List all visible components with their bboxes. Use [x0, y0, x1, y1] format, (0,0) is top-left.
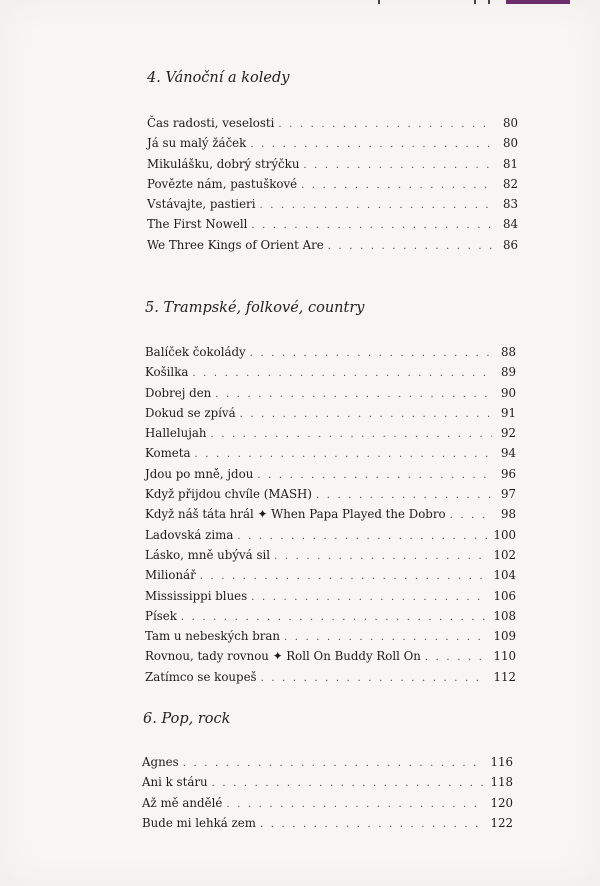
toc-list	[142, 752, 513, 833]
entry-page: 122	[490, 815, 513, 830]
entry-title: Hallelujah	[145, 426, 207, 441]
entry-page: 91	[500, 405, 516, 420]
toc-entry[interactable]	[145, 383, 516, 403]
toc-entry[interactable]	[145, 403, 516, 423]
page-edge-mark	[378, 0, 380, 4]
entry-page: 81	[502, 156, 518, 171]
leader-dots	[303, 156, 494, 176]
entry-page: 98	[500, 507, 516, 522]
entry-title: Dobrej den	[145, 385, 212, 400]
leader-dots	[200, 567, 488, 587]
leader-dots	[211, 425, 492, 445]
toc-entry[interactable]	[145, 586, 516, 606]
entry-title: Až mě andělé	[142, 795, 223, 810]
toc-entry[interactable]	[145, 504, 516, 524]
section-title: 4. Vánoční a koledy	[147, 70, 290, 86]
toc-entry[interactable]	[145, 525, 516, 545]
leader-dots	[259, 196, 494, 216]
entry-title: Já su malý žáček	[147, 136, 247, 151]
toc-entry[interactable]	[145, 464, 516, 484]
toc-entry[interactable]	[145, 545, 516, 565]
section-title: 5. Trampské, folkové, country	[145, 300, 365, 316]
entry-title: Zatímco se koupeš	[145, 669, 257, 684]
toc-entry[interactable]	[145, 626, 516, 646]
entry-title: Jdou po mně, jdou	[145, 466, 254, 481]
leader-dots	[278, 115, 494, 135]
entry-title: Tam u nebeských bran	[145, 629, 281, 644]
entry-title: Mississippi blues	[145, 588, 248, 603]
toc-entry[interactable]	[145, 646, 516, 666]
toc-entry[interactable]	[147, 154, 518, 174]
toc-entry[interactable]	[145, 565, 516, 585]
toc-entry[interactable]	[147, 235, 518, 255]
leader-dots	[328, 237, 494, 257]
entry-page: 84	[502, 217, 518, 232]
leader-dots	[251, 588, 487, 608]
leader-dots	[257, 466, 492, 486]
toc-entry[interactable]	[142, 813, 513, 833]
entry-title: Milionář	[145, 568, 196, 583]
entry-page: 110	[493, 649, 516, 664]
entry-page: 97	[500, 487, 516, 502]
leader-dots	[251, 216, 494, 236]
leader-dots	[250, 135, 494, 155]
toc-list	[145, 342, 516, 687]
leader-dots	[215, 385, 492, 405]
entry-page: 94	[500, 446, 516, 461]
toc-list	[147, 113, 518, 255]
leader-dots	[237, 527, 487, 547]
entry-page: 92	[500, 426, 516, 441]
leader-dots	[260, 815, 485, 835]
entry-page: 112	[493, 669, 516, 684]
entry-title: Rovnou, tady rovnou ✦ Roll On Buddy Roll On	[145, 649, 421, 664]
leader-dots	[425, 648, 488, 668]
toc-entry[interactable]	[145, 443, 516, 463]
page-edge-mark	[474, 0, 476, 4]
toc-entry[interactable]	[145, 342, 516, 362]
entry-page: 96	[500, 466, 516, 481]
entry-page: 100	[493, 527, 516, 542]
page-edge-tab	[506, 0, 570, 4]
entry-page: 86	[502, 237, 518, 252]
entry-page: 80	[502, 116, 518, 130]
section-title: 6. Pop, rock	[143, 711, 231, 727]
entry-page: 82	[502, 176, 518, 191]
leader-dots	[212, 774, 485, 794]
entry-title: Když náš táta hrál ✦ When Papa Played the Dobro	[145, 507, 446, 522]
entry-page: 89	[500, 365, 516, 380]
toc-entry[interactable]	[145, 362, 516, 382]
toc-entry[interactable]	[147, 174, 518, 194]
leader-dots	[316, 486, 492, 506]
entry-title: Lásko, mně ubývá sil	[145, 547, 271, 562]
leader-dots	[284, 628, 487, 648]
entry-title: Ladovská zima	[145, 527, 234, 542]
toc-entry[interactable]	[145, 667, 516, 687]
toc-entry[interactable]	[147, 194, 518, 214]
leader-dots	[226, 795, 484, 815]
entry-page: 83	[502, 197, 518, 212]
entry-page: 80	[502, 136, 518, 151]
toc-entry[interactable]	[145, 484, 516, 504]
entry-page: 106	[493, 588, 516, 603]
leader-dots	[181, 608, 488, 628]
entry-page: 108	[493, 608, 516, 623]
entry-title: Písek	[145, 608, 177, 623]
entry-page: 120	[490, 795, 513, 810]
leader-dots	[240, 405, 492, 425]
toc-entry[interactable]	[147, 214, 518, 234]
entry-title: Mikulášku, dobrý strýčku	[147, 156, 300, 171]
toc-entry[interactable]	[147, 113, 518, 133]
toc-entry[interactable]	[145, 423, 516, 443]
entry-title: The First Nowell	[147, 217, 248, 232]
leader-dots	[301, 176, 494, 196]
toc-entry[interactable]	[145, 606, 516, 626]
entry-title: Košilka	[145, 365, 189, 380]
leader-dots	[274, 547, 487, 567]
entry-page: 118	[490, 775, 513, 790]
entry-title: Vstávajte, pastieri	[147, 197, 256, 212]
leader-dots	[183, 754, 485, 774]
leader-dots	[261, 669, 488, 689]
entry-title: Když přijdou chvíle (MASH)	[145, 487, 312, 502]
entry-page: 102	[493, 547, 516, 562]
toc-entry[interactable]	[147, 133, 518, 153]
entry-title: Čas radosti, veselosti	[147, 116, 275, 130]
toc-entry[interactable]	[142, 793, 513, 813]
entry-title: Povězte nám, pastuškové	[147, 176, 298, 191]
entry-page: 116	[490, 755, 513, 769]
entry-page: 104	[493, 568, 516, 583]
page-edge-mark	[488, 0, 490, 4]
entry-title: Balíček čokolády	[145, 345, 246, 359]
leader-dots	[250, 344, 492, 364]
toc-entry[interactable]	[142, 772, 513, 792]
entry-title: Ani k stáru	[142, 775, 208, 790]
entry-page: 88	[500, 345, 516, 359]
entry-title: Kometa	[145, 446, 191, 461]
entry-title: Dokud se zpívá	[145, 405, 236, 420]
toc-entry[interactable]	[142, 752, 513, 772]
leader-dots	[195, 445, 492, 465]
leader-dots	[450, 506, 492, 526]
entry-page: 90	[500, 385, 516, 400]
entry-title: Bude mi lehká zem	[142, 815, 256, 830]
entry-title: Agnes	[142, 755, 179, 769]
entry-page: 109	[493, 629, 516, 644]
leader-dots	[192, 364, 492, 384]
entry-title: We Three Kings of Orient Are	[147, 237, 324, 252]
